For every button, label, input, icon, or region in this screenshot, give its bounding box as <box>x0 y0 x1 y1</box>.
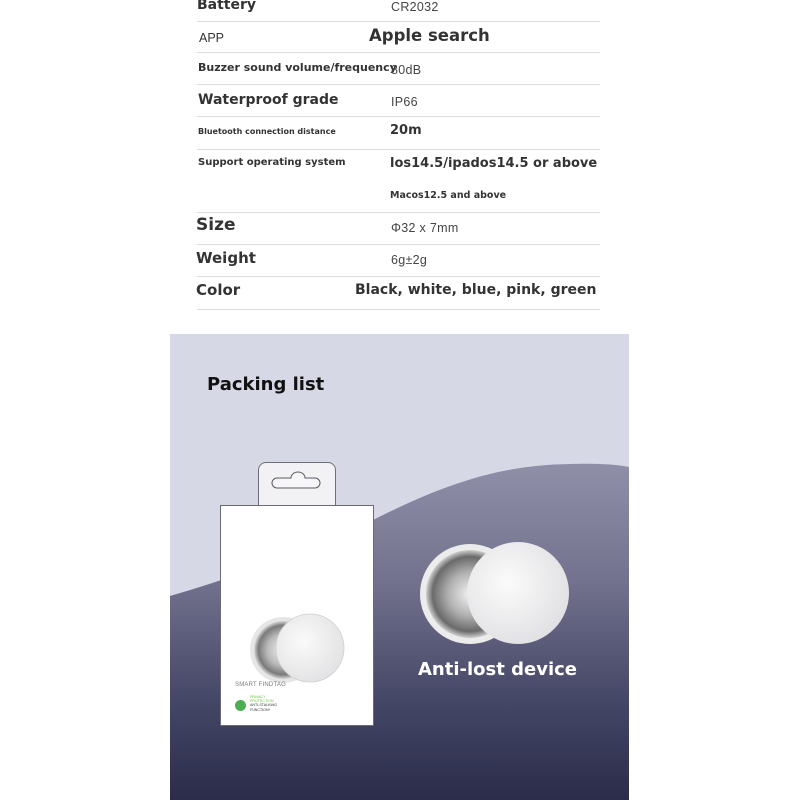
spec-value-bluetooth: 20m <box>390 123 422 138</box>
spec-value-os: los14.5/ipados14.5 or above <box>390 156 598 171</box>
spec-label-color: Color <box>196 281 241 299</box>
spec-value-battery: CR2032 <box>391 0 439 14</box>
row-divider <box>197 52 600 53</box>
hang-hole-icon <box>259 463 337 508</box>
anti-lost-device-image <box>418 538 578 648</box>
row-divider <box>197 116 600 117</box>
badge-line-3: ANTI-STALKING <box>250 703 277 708</box>
row-divider <box>197 21 600 22</box>
row-divider <box>197 244 600 245</box>
row-divider <box>197 84 600 85</box>
privacy-badge-text <box>250 695 277 712</box>
anti-lost-device-caption: Anti-lost device <box>418 659 577 680</box>
spec-value-buzzer: 80dB <box>391 63 422 77</box>
packing-list-title: Packing list <box>207 374 325 395</box>
spec-value-os-mac: Macos12.5 and above <box>390 190 507 201</box>
spec-label-waterproof: Waterproof grade <box>198 92 339 108</box>
row-divider <box>197 212 600 213</box>
box-brand-text: SMART FINDTAG <box>235 682 286 688</box>
spec-value-waterproof: IP66 <box>391 95 418 109</box>
spec-label-size: Size <box>196 215 236 235</box>
row-divider <box>197 309 600 310</box>
badge-line-1: PRIVACY <box>250 695 266 699</box>
spec-value-app: Apple search <box>369 26 490 45</box>
badge-line-4: FUNCTION* <box>250 707 270 712</box>
badge-line-2: PROTECTION <box>250 699 274 704</box>
spec-value-weight: 6g±2g <box>391 253 428 267</box>
spec-label-buzzer: Buzzer sound volume/frequency <box>198 61 397 74</box>
box-hanger-tab <box>258 462 336 507</box>
retail-box <box>220 505 374 726</box>
spec-label-battery: Battery <box>197 0 257 13</box>
packing-list-panel <box>170 334 629 800</box>
privacy-badge-icon <box>235 700 246 711</box>
row-divider <box>197 149 600 150</box>
spec-label-os: Support operating system <box>198 157 346 168</box>
spec-value-color: Black, white, blue, pink, green <box>355 282 597 298</box>
row-divider <box>197 276 600 277</box>
spec-value-size: Φ32 x 7mm <box>391 221 459 235</box>
spec-label-weight: Weight <box>196 249 256 267</box>
box-product-image <box>249 610 349 690</box>
spec-label-bluetooth: Bluetooth connection distance <box>198 127 336 136</box>
spec-label-app: APP <box>199 31 225 45</box>
